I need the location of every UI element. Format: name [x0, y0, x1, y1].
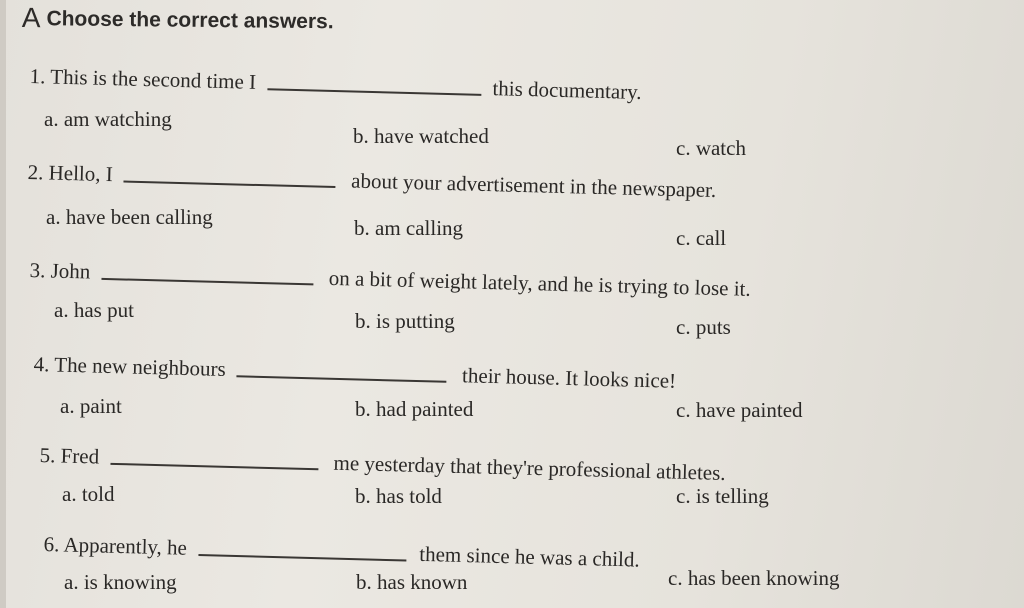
- question-6-option-c: c. has been knowing: [668, 566, 840, 590]
- question-2-after: about your advertisement in the newspaper.: [350, 168, 717, 203]
- question-5-option-c: c. is telling: [676, 484, 769, 508]
- question-1-option-b: b. have watched: [353, 124, 489, 148]
- question-3-before: 3. John: [29, 258, 91, 284]
- question-3-after: on a bit of weight lately, and he is trying to lose it.: [328, 265, 752, 301]
- question-6-option-a: a. is knowing: [64, 570, 177, 594]
- section-letter: A: [21, 2, 41, 34]
- question-3-option-c: c. puts: [676, 315, 731, 339]
- question-4-stem: [33, 352, 676, 394]
- question-2-option-b: b. am calling: [354, 216, 464, 240]
- question-1-after: this documentary.: [492, 76, 642, 105]
- question-4-blank: [237, 366, 447, 383]
- question-4-option-b: b. had painted: [355, 397, 474, 421]
- question-2-stem: [27, 160, 716, 203]
- question-4-before: 4. The new neighbours: [33, 352, 227, 382]
- section-heading: [22, 2, 334, 37]
- question-5-before: 5. Fred: [39, 443, 100, 469]
- question-5-after: me yesterday that they're professional athletes.: [333, 450, 726, 485]
- question-5-option-a: a. told: [62, 482, 115, 506]
- question-4-option-c: c. have painted: [676, 398, 803, 422]
- question-6-blank: [198, 544, 406, 561]
- question-2-option-a: a. have been calling: [46, 205, 213, 229]
- page-edge: [0, 0, 6, 608]
- question-3-stem: [29, 258, 751, 302]
- question-2-option-c: c. call: [676, 226, 727, 250]
- question-3-option-b: b. is putting: [355, 309, 455, 333]
- question-6-after: them since he was a child.: [419, 541, 641, 572]
- question-5-blank: [110, 453, 318, 470]
- question-6-option-b: b. has known: [356, 570, 468, 594]
- question-1-blank: [267, 78, 481, 96]
- question-1-stem: [29, 64, 642, 105]
- question-1-before: 1. This is the second time I: [29, 64, 257, 94]
- question-2-before: 2. Hello, I: [27, 160, 114, 187]
- question-4-option-a: a. paint: [60, 394, 122, 418]
- question-5-stem: [39, 443, 726, 486]
- question-1-option-a: a. am watching: [44, 107, 172, 131]
- question-2-blank: [124, 171, 336, 189]
- question-6-stem: [43, 532, 640, 573]
- question-3-option-a: a. has put: [54, 298, 134, 322]
- question-4-after: their house. It looks nice!: [461, 363, 677, 393]
- question-6-before: 6. Apparently, he: [43, 532, 188, 560]
- question-5-option-b: b. has told: [355, 484, 442, 508]
- instruction-text: Choose the correct answers.: [46, 7, 334, 34]
- question-1-option-c: c. watch: [676, 136, 746, 160]
- question-3-blank: [101, 268, 313, 286]
